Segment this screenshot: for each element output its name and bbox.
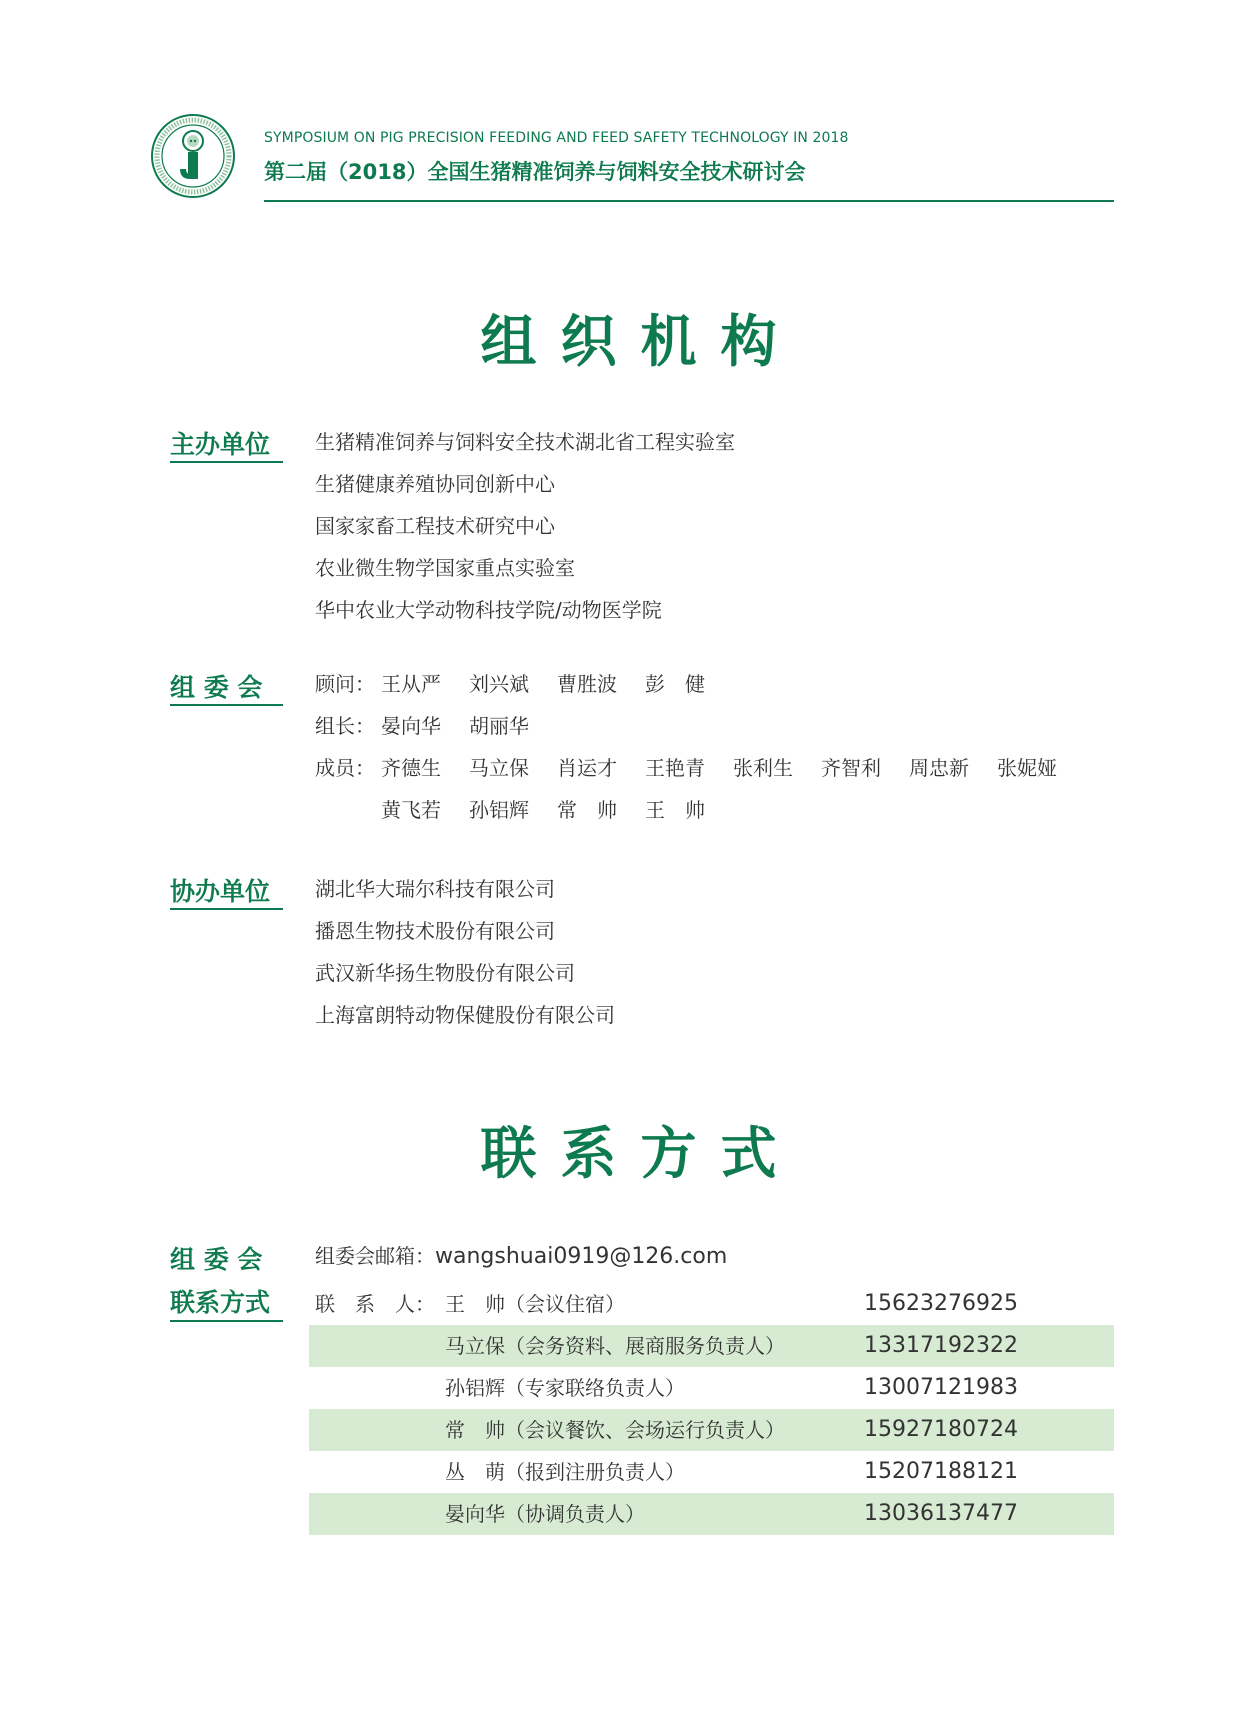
contact-person-key: 联 系 人： <box>315 1292 435 1316</box>
email-line <box>315 1240 727 1269</box>
member-name: 孙铝辉 <box>469 798 529 822</box>
table-row <box>309 1367 1114 1409</box>
list-item: 农业微生物学国家重点实验室 <box>315 556 575 580</box>
member-name: 肖运才 <box>557 756 617 780</box>
table-row <box>309 1493 1114 1535</box>
symposium-logo-icon <box>150 113 236 199</box>
advisor-name: 王从严 <box>381 672 441 696</box>
contact-name: 丛 萌（报到注册负责人） <box>445 1460 685 1484</box>
member-name: 常 帅 <box>557 798 617 822</box>
contact-label-line1: 组 委 会 <box>170 1245 263 1274</box>
table-row <box>309 1325 1114 1367</box>
member-name: 张妮娅 <box>997 756 1057 780</box>
contact-phone: 15927180724 <box>864 1417 1018 1442</box>
contact-table <box>309 1283 1114 1535</box>
contact-phone: 13317192322 <box>864 1333 1018 1358</box>
member-name: 马立保 <box>469 756 529 780</box>
organization-title: 组织机构 <box>480 310 801 375</box>
contact-name: 晏向华（协调负责人） <box>445 1502 645 1526</box>
list-item: 播恩生物技术股份有限公司 <box>315 919 555 943</box>
committee-list <box>315 663 1085 831</box>
list-item: 上海富朗特动物保健股份有限公司 <box>315 1003 615 1027</box>
contact-phone: 13007121983 <box>864 1375 1018 1400</box>
member-name: 王艳青 <box>645 756 705 780</box>
advisor-name: 刘兴斌 <box>469 672 529 696</box>
committee-label-underline <box>170 704 283 706</box>
contact-label-line2: 联系方式 <box>170 1288 271 1317</box>
contact-phone: 15207188121 <box>864 1459 1018 1484</box>
member-name: 齐德生 <box>381 756 441 780</box>
member-name: 周忠新 <box>909 756 969 780</box>
list-item: 华中农业大学动物科技学院/动物医学院 <box>315 598 662 622</box>
host-label: 主办单位 <box>170 430 271 459</box>
leaders-key: 组长： <box>315 714 375 738</box>
contact-phone: 15623276925 <box>864 1291 1018 1316</box>
member-name: 齐智利 <box>821 756 881 780</box>
header-divider <box>264 200 1114 202</box>
contact-title: 联系方式 <box>480 1122 801 1187</box>
table-row <box>309 1409 1114 1451</box>
email-address[interactable]: wangshuai0919@126.com <box>435 1244 728 1269</box>
contact-name: 孙铝辉（专家联络负责人） <box>445 1376 685 1400</box>
host-label-underline <box>170 461 283 463</box>
list-item: 国家家畜工程技术研究中心 <box>315 514 555 538</box>
list-item: 生猪精准饲养与饲料安全技术湖北省工程实验室 <box>315 430 735 454</box>
contact-phone: 13036137477 <box>864 1501 1018 1526</box>
co-host-list <box>315 868 615 1036</box>
table-row <box>309 1451 1114 1493</box>
advisors-key: 顾问： <box>315 672 375 696</box>
host-list <box>315 421 735 631</box>
leader-name: 胡丽华 <box>469 714 529 738</box>
advisor-name: 彭 健 <box>645 672 705 696</box>
list-item: 武汉新华扬生物股份有限公司 <box>315 961 575 985</box>
co-host-label-underline <box>170 908 283 910</box>
email-key: 组委会邮箱： <box>315 1244 435 1268</box>
member-name: 张利生 <box>733 756 793 780</box>
member-name: 王 帅 <box>645 798 705 822</box>
contact-label-underline <box>170 1320 283 1322</box>
leader-name: 晏向华 <box>381 714 441 738</box>
contact-name: 马立保（会务资料、展商服务负责人） <box>445 1334 785 1358</box>
members-key: 成员： <box>315 756 375 780</box>
contact-name: 王 帅（会议住宿） <box>445 1292 625 1316</box>
co-host-label: 协办单位 <box>170 877 271 906</box>
header-chinese-title: 第二届（2018）全国生猪精准饲养与饲料安全技术研讨会 <box>264 160 806 184</box>
list-item: 湖北华大瑞尔科技有限公司 <box>315 877 555 901</box>
list-item: 生猪健康养殖协同创新中心 <box>315 472 555 496</box>
header-english-title: SYMPOSIUM ON PIG PRECISION FEEDING AND FEED SAFETY TECHNOLOGY IN 2018 <box>264 130 849 146</box>
committee-label: 组 委 会 <box>170 673 263 702</box>
contact-name: 常 帅（会议餐饮、会场运行负责人） <box>445 1418 785 1442</box>
member-name: 黄飞若 <box>381 798 441 822</box>
table-row <box>309 1283 1114 1325</box>
advisor-name: 曹胜波 <box>557 672 617 696</box>
